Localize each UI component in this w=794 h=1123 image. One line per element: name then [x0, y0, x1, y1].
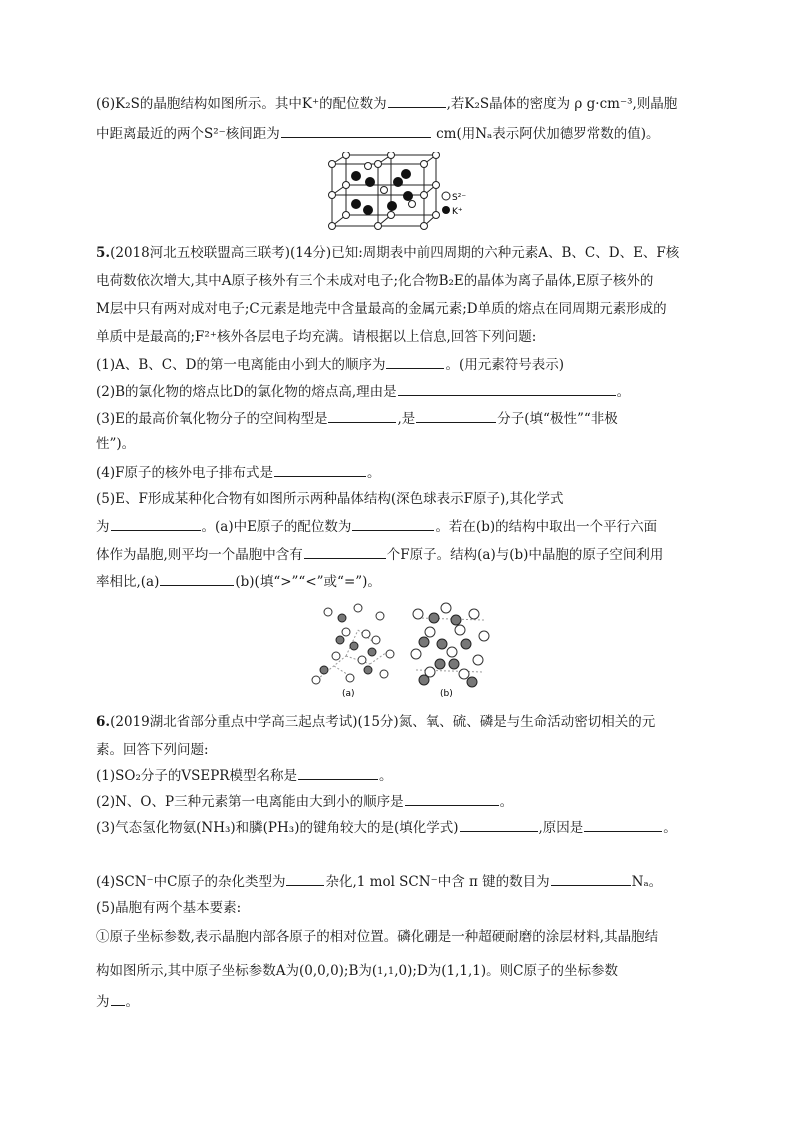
answer-blank[interactable] [584, 818, 662, 832]
q6-p5-2-text-b: ,0);D为(1,1,1)。则C原子的坐标参数 [394, 963, 618, 979]
q6-p5-text: (5)晶胞有两个基本要素: [96, 900, 242, 916]
crystal-structures-figure [306, 600, 496, 700]
fraction-numerator: 1 [387, 965, 395, 977]
k2s-text-2b: cm(用Nₐ表示阿伏加德罗常数的值)。 [436, 126, 660, 142]
q5-p3-tail: 分子(填“极性”“非极 [497, 411, 618, 427]
q5-p4-suffix: 。 [367, 465, 381, 481]
fraction-numerator: 1 [377, 965, 384, 977]
q6-part-4 [96, 872, 662, 891]
q5-p1-text: (1)A、B、C、D的第一电离能由小到大的顺序为 [96, 357, 386, 373]
k2s-text-1a: (6)K₂S的晶胞结构如图所示。其中K⁺的配位数为 [96, 96, 387, 112]
q5-p4-text: (4)F原子的核外电子排布式是 [96, 465, 273, 481]
q5-text-2: 电荷数依次增大,其中A原子核外有三个未成对电子;化合物B₂E的晶体为离子晶体,E原子核外的 [96, 273, 654, 289]
k2s-text-2a: 中距离最近的两个S²⁻核间距为 [96, 126, 280, 142]
q6-p3-mid: ,原因是 [538, 820, 584, 836]
q6-p5-1-text: ①原子坐标参数,表示晶胞内部各原子的相对位置。磷化硼是一种超硬耐磨的涂层材料,其晶胞结 [96, 929, 659, 945]
q6-p2-suffix: 。 [499, 794, 514, 810]
q6-part-1 [96, 766, 392, 785]
q5-text-1: (2018河北五校联盟高三联考)(14分)已知:周期表中前四周期的六种元素A、B、C、D、E、F核 [110, 245, 680, 261]
q6-p4-mid: 杂化,1 mol SCN⁻中含 π 键的数目为 [325, 874, 550, 890]
q5-p5-text-3b: 个F原子。结构(a)与(b)中晶胞的原子空间利用 [386, 547, 664, 563]
k2s-line-1 [96, 94, 677, 113]
k2s-line-2 [96, 124, 660, 143]
q6-part-5-1-line-1 [96, 928, 658, 946]
q5-p5-text-2c: 。若在(b)的结构中取出一个平行六面 [435, 519, 658, 535]
q5-part-5-line-3 [96, 545, 663, 564]
q6-p5-2-comma: , [383, 963, 388, 979]
q5-text-4: 单质中是最高的;F²⁺核外各层电子均充满。请根据以上信息,回答下列问题: [96, 329, 537, 345]
q6-p3-suffix: 。 [663, 820, 677, 836]
q5-part-5-line-4 [96, 572, 381, 591]
q5-text-3: M层中只有两对成对电子;C元素是地壳中含量最高的金属元素;D单质的熔点在同周期元素形成的 [96, 301, 667, 317]
q6-p1-suffix: 。 [378, 768, 393, 784]
k2s-text-1b: ,若K₂S晶体的密度为 ρ g·cm⁻³,则晶胞 [446, 96, 678, 112]
q5-part-1 [96, 355, 564, 374]
q5-p3-mid: ,是 [397, 411, 416, 427]
q5-p5-text-2b: 。(a)中E原子的配位数为 [201, 519, 352, 535]
q5-p3-end: 性”)。 [96, 436, 136, 452]
q5-p5-text-1: (5)E、F形成某种化合物有如图所示两种晶体结构(深色球表示F原子),其化学式 [96, 491, 564, 507]
q6-part-2 [96, 792, 513, 811]
q5-p5-text-2a: 为 [96, 519, 110, 535]
figure-a-label: (a) [342, 689, 355, 699]
answer-blank[interactable] [328, 409, 396, 423]
q6-part-5-1-line-2 [96, 962, 618, 980]
answer-blank[interactable] [111, 992, 125, 1006]
q5-p1-suffix: 。(用元素符号表示) [445, 357, 564, 373]
q5-p5-text-4b: (b)(填“>”“<”或“=”)。 [235, 574, 381, 590]
q5-line-1 [96, 244, 679, 262]
answer-blank[interactable] [352, 517, 434, 531]
answer-blank[interactable] [416, 409, 496, 423]
answer-blank[interactable] [551, 872, 631, 886]
q6-line-2 [96, 741, 209, 759]
q6-p5-2-text-a: 构如图所示,其中原子坐标参数A为(0,0,0);B为( [96, 963, 378, 979]
q6-p5-3-text-b: 。 [125, 994, 139, 1010]
answer-blank[interactable] [304, 545, 386, 559]
q6-p3-text: (3)气态氢化物氨(NH₃)和膦(PH₃)的键角较大的是(填化学式) [96, 820, 459, 836]
q5-line-3 [96, 300, 667, 318]
answer-blank[interactable] [386, 355, 444, 369]
q6-p4-suffix: Nₐ。 [631, 874, 663, 890]
q5-part-4 [96, 463, 381, 482]
answer-blank[interactable] [281, 124, 431, 138]
q5-p2-text: (2)B的氯化物的熔点比D的氯化物的熔点高,理由是 [96, 384, 397, 400]
answer-blank[interactable] [111, 517, 201, 531]
q6-text-1: (2019湖北省部分重点中学高三起点考试)(15分)氮、氧、硫、磷是与生命活动密切相关的元 [110, 714, 656, 730]
q6-part-5 [96, 899, 241, 917]
q5-line-2 [96, 272, 653, 290]
q6-p4-text: (4)SCN⁻中C原子的杂化类型为 [96, 874, 286, 890]
q5-p3-text: (3)E的最高价氧化物分子的空间构型是 [96, 411, 328, 427]
q5-p5-text-4a: 率相比,(a) [96, 574, 160, 590]
q6-p2-text: (2)N、O、P三种元素第一电离能由大到小的顺序是 [96, 794, 404, 810]
legend-s-label: S²⁻ [452, 193, 467, 203]
q5-part-3-cont [96, 435, 135, 453]
k2s-crystal-figure [328, 152, 478, 230]
answer-blank[interactable] [398, 382, 616, 396]
k2s-cell-diagram [328, 152, 478, 230]
q6-part-5-1-line-3 [96, 992, 139, 1011]
answer-blank[interactable] [298, 766, 378, 780]
q5-line-4 [96, 328, 536, 346]
q6-line-1 [96, 713, 655, 731]
structures-ab-diagram [306, 600, 496, 700]
q6-text-2: 素。回答下列问题: [96, 742, 209, 758]
answer-blank[interactable] [286, 872, 324, 886]
legend-k-label: K⁺ [452, 207, 463, 217]
question-number: 5. [96, 245, 111, 261]
answer-blank[interactable] [405, 792, 499, 806]
q6-p1-text: (1)SO₂分子的VSEPR模型名称是 [96, 768, 297, 784]
q5-p5-text-3a: 体作为晶胞,则平均一个晶胞中含有 [96, 547, 303, 563]
question-number: 6. [96, 714, 111, 730]
q5-part-2 [96, 382, 630, 401]
q5-part-5-line-1 [96, 490, 564, 508]
q6-p5-3-text-a: 为 [96, 994, 110, 1010]
q5-p2-suffix: 。 [616, 384, 631, 400]
q6-part-3 [96, 818, 677, 837]
answer-blank[interactable] [460, 818, 538, 832]
q5-part-3 [96, 409, 618, 428]
answer-blank[interactable] [274, 463, 366, 477]
answer-blank[interactable] [388, 94, 446, 108]
answer-blank[interactable] [160, 572, 234, 586]
q5-part-5-line-2 [96, 517, 657, 536]
figure-b-label: (b) [440, 689, 453, 699]
